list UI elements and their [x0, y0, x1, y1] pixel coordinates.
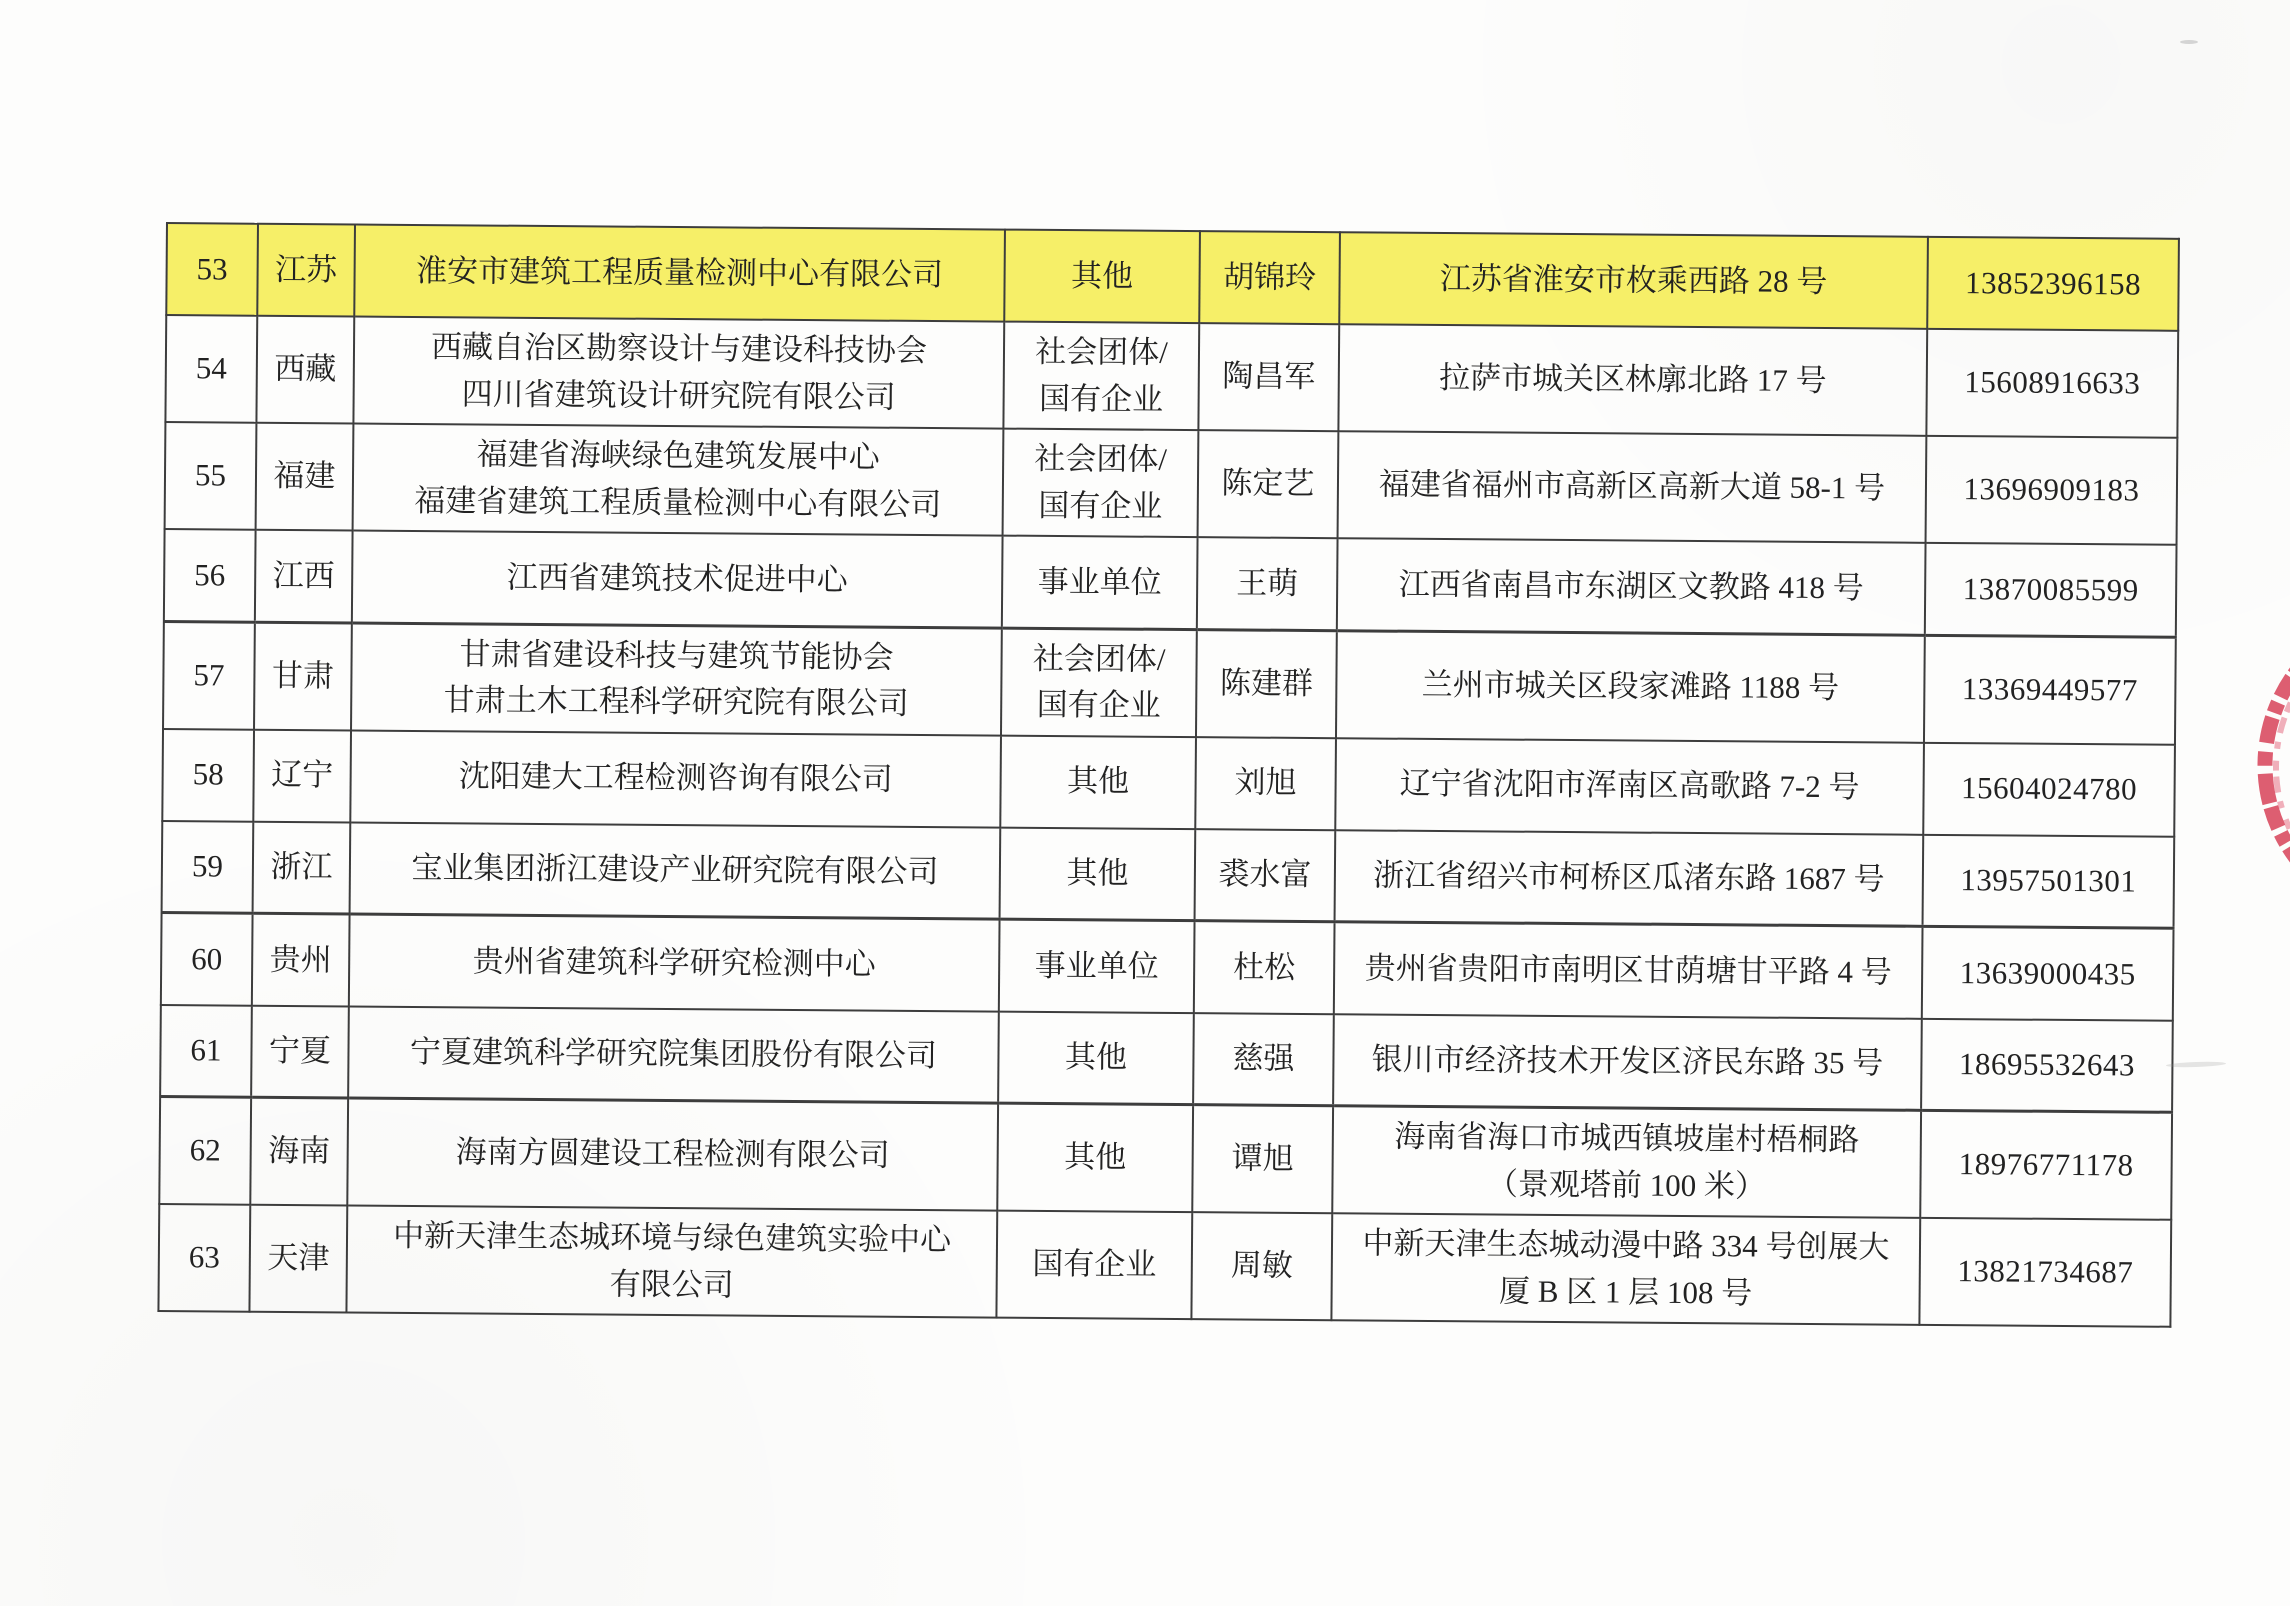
contact-name-cell: 裘水富 — [1195, 829, 1336, 922]
address-cell: 浙江省绍兴市柯桥区瓜渚东路 1687 号 — [1335, 830, 1924, 927]
phone-number-cell: 13696909183 — [1926, 436, 2178, 545]
row-number-cell: 56 — [164, 529, 256, 622]
company-name-cell: 甘肃省建设科技与建筑节能协会 甘肃土木工程科学研究院有限公司 — [351, 622, 1002, 735]
company-name-cell: 中新天津生态城环境与绿色建筑实验中心 有限公司 — [346, 1205, 997, 1317]
company-name-cell: 淮安市建筑工程质量检测中心有限公司 — [354, 224, 1005, 321]
phone-number-cell: 15604024780 — [1923, 742, 2175, 836]
address-cell: 江西省南昌市东湖区文教路 418 号 — [1337, 538, 1926, 635]
org-type-cell: 事业单位 — [1002, 536, 1198, 630]
company-name-cell: 沈阳建大工程检测咨询有限公司 — [350, 730, 1001, 827]
company-name-cell: 贵州省建筑科学研究检测中心 — [349, 914, 1000, 1011]
contact-name-cell: 陈定艺 — [1198, 430, 1339, 538]
row-number-cell: 54 — [165, 315, 257, 423]
address-cell: 中新天津生态城动漫中路 334 号创展大 厦 B 区 1 层 108 号 — [1331, 1213, 1920, 1325]
table-row — [165, 315, 2178, 438]
company-name-cell: 宁夏建筑科学研究院集团股份有限公司 — [348, 1006, 999, 1103]
phone-number-cell: 13957501301 — [1923, 834, 2175, 928]
province-cell: 宁夏 — [251, 1005, 349, 1098]
table-row — [159, 1096, 2172, 1219]
province-cell: 天津 — [249, 1205, 347, 1313]
province-cell: 辽宁 — [253, 729, 351, 822]
address-cell: 拉萨市城关区林廓北路 17 号 — [1338, 324, 1927, 436]
registry-table-body — [158, 223, 2178, 1327]
table-row — [162, 820, 2175, 928]
phone-number-cell: 18695532643 — [1921, 1018, 2173, 1112]
org-type-cell: 社会团体/ 国有企业 — [1003, 429, 1199, 538]
row-number-cell: 58 — [162, 728, 254, 821]
contact-name-cell: 陶昌军 — [1198, 323, 1339, 431]
province-cell: 江苏 — [257, 224, 355, 317]
row-number-cell: 60 — [161, 912, 253, 1005]
address-cell: 兰州市城关区段家滩路 1188 号 — [1336, 630, 1925, 742]
table-row — [166, 223, 2179, 331]
address-cell: 贵州省贵阳市南明区甘荫塘甘平路 4 号 — [1334, 922, 1923, 1019]
org-type-cell: 事业单位 — [999, 919, 1195, 1013]
phone-number-cell: 13639000435 — [1922, 926, 2174, 1020]
phone-number-cell: 15608916633 — [1926, 329, 2178, 438]
row-number-cell: 57 — [163, 621, 255, 729]
address-cell: 江苏省淮安市枚乘西路 28 号 — [1339, 232, 1928, 329]
phone-number-cell: 18976771178 — [1920, 1110, 2172, 1219]
table-row — [161, 912, 2174, 1020]
phone-number-cell: 13852396158 — [1927, 237, 2179, 331]
row-number-cell: 53 — [166, 223, 258, 316]
red-seal-mark — [2195, 575, 2290, 995]
table-row — [163, 621, 2176, 744]
province-cell: 江西 — [255, 530, 353, 623]
province-cell: 浙江 — [253, 821, 351, 914]
table-row — [160, 1004, 2173, 1112]
phone-number-cell: 13870085599 — [1925, 543, 2177, 637]
contact-name-cell: 谭旭 — [1192, 1105, 1333, 1214]
org-type-cell: 社会团体/ 国有企业 — [1003, 322, 1199, 431]
contact-name-cell: 周敏 — [1191, 1212, 1332, 1320]
contact-name-cell: 陈建群 — [1196, 629, 1337, 738]
contact-name-cell: 刘旭 — [1195, 737, 1336, 830]
row-number-cell: 55 — [165, 422, 257, 530]
address-cell: 海南省海口市城西镇坡崖村梧桐路 （景观塔前 100 米） — [1332, 1106, 1921, 1218]
contact-name-cell: 胡锦玲 — [1199, 231, 1340, 324]
phone-number-cell: 13369449577 — [1924, 635, 2176, 744]
address-cell: 福建省福州市高新区高新大道 58-1 号 — [1338, 431, 1927, 543]
org-type-cell: 其他 — [1000, 735, 1196, 829]
province-cell: 福建 — [256, 423, 354, 531]
org-type-cell: 其他 — [1000, 827, 1196, 921]
contact-name-cell: 王萌 — [1197, 537, 1338, 630]
row-number-cell: 61 — [160, 1004, 252, 1097]
scan-smudge — [2166, 1061, 2226, 1068]
table-row — [162, 728, 2175, 836]
company-name-cell: 海南方圆建设工程检测有限公司 — [347, 1098, 998, 1211]
org-type-cell: 其他 — [997, 1103, 1193, 1212]
org-type-cell: 国有企业 — [996, 1211, 1192, 1320]
contact-name-cell: 慈强 — [1193, 1013, 1334, 1106]
table-row — [164, 529, 2177, 637]
province-cell: 海南 — [250, 1097, 348, 1205]
contact-name-cell: 杜松 — [1194, 921, 1335, 1014]
org-type-cell: 其他 — [998, 1011, 1194, 1105]
row-number-cell: 63 — [158, 1204, 250, 1312]
org-type-cell: 其他 — [1004, 230, 1200, 324]
address-cell: 银川市经济技术开发区济民东路 35 号 — [1333, 1014, 1922, 1111]
registry-table — [157, 222, 2179, 1328]
phone-number-cell: 13821734687 — [1919, 1218, 2171, 1327]
company-name-cell: 福建省海峡绿色建筑发展中心 福建省建筑工程质量检测中心有限公司 — [353, 423, 1004, 535]
address-cell: 辽宁省沈阳市浑南区高歌路 7-2 号 — [1335, 738, 1924, 835]
province-cell: 西藏 — [256, 316, 354, 424]
table-row — [158, 1204, 2171, 1327]
province-cell: 甘肃 — [254, 622, 352, 730]
province-cell: 贵州 — [252, 913, 350, 1006]
company-name-cell: 西藏自治区勘察设计与建设科技协会 四川省建筑设计研究院有限公司 — [353, 316, 1004, 428]
row-number-cell: 62 — [159, 1096, 251, 1204]
row-number-cell: 59 — [162, 820, 254, 913]
company-name-cell: 江西省建筑技术促进中心 — [352, 530, 1003, 627]
table-row — [165, 422, 2178, 545]
company-name-cell: 宝业集团浙江建设产业研究院有限公司 — [350, 822, 1001, 919]
scan-smudge — [2180, 40, 2198, 44]
org-type-cell: 社会团体/ 国有企业 — [1001, 628, 1197, 737]
